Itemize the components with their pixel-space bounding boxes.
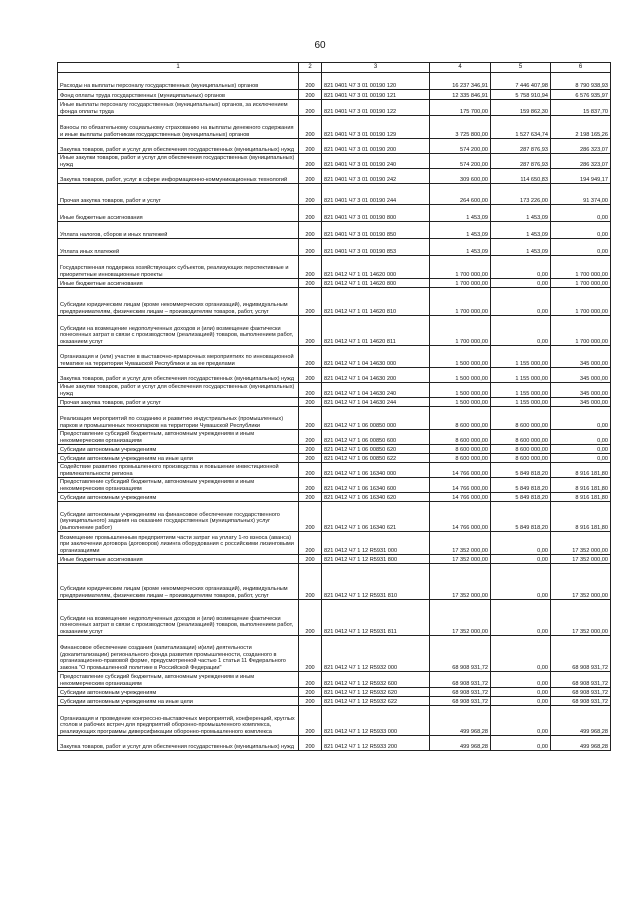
- table-row: [58, 706, 611, 736]
- executed-amount-cell: 0,00: [491, 288, 551, 316]
- executed-amount-cell: 1 155 000,00: [491, 368, 551, 383]
- approved-amount-cell: 1 700 000,00: [430, 288, 491, 316]
- expense-name-cell: Взносы по обязательному социальному страхованию на выплаты денежного содержания и иные выплаты работникам государственных (муниципальных) органов: [58, 116, 299, 139]
- expense-name-cell: Субсидии юридическим лицам (кроме некоммерческих организаций), индивидуальным предпринимателям, физическим лицам – производителям товаров, работ, услуг: [58, 564, 299, 600]
- executed-amount-cell: 0,00: [491, 688, 551, 697]
- table-row: [58, 493, 611, 502]
- table-row: [58, 116, 611, 139]
- expense-name-cell: Закупка товаров, работ и услуг для обеспечения государственных (муниципальных) нужд: [58, 736, 299, 751]
- line-code-cell: 200: [299, 205, 322, 222]
- budget-classification-code-cell: 821 0412 Ч7 1 06 16340 600: [322, 478, 430, 493]
- expense-name-cell: Субсидии автономным учреждениям: [58, 688, 299, 697]
- budget-classification-code-cell: 821 0412 Ч7 1 12 R5932 620: [322, 688, 430, 697]
- unexecuted-amount-cell: 8 916 181,80: [551, 463, 611, 478]
- executed-amount-cell: 1 453,09: [491, 205, 551, 222]
- approved-amount-cell: 309 600,00: [430, 169, 491, 184]
- executed-amount-cell: 8 600 000,00: [491, 445, 551, 454]
- executed-amount-cell: 1 527 634,74: [491, 116, 551, 139]
- expense-name-cell: Субсидии автономным учреждениям на финансовое обеспечение государственного (муниципального) задания на оказание государственных (муниципальных) услуг (выполнение работ): [58, 502, 299, 532]
- executed-amount-cell: 0,00: [491, 600, 551, 636]
- budget-classification-code-cell: 821 0412 Ч7 1 01 14620 811: [322, 316, 430, 346]
- budget-classification-code-cell: 821 0412 Ч7 1 06 00850 620: [322, 445, 430, 454]
- executed-amount-cell: 0,00: [491, 256, 551, 279]
- line-code-cell: 200: [299, 383, 322, 398]
- budget-classification-code-cell: 821 0412 Ч7 1 12 R5933 000: [322, 706, 430, 736]
- unexecuted-amount-cell: 17 352 000,00: [551, 600, 611, 636]
- executed-amount-cell: 114 650,83: [491, 169, 551, 184]
- table-row: [58, 600, 611, 636]
- approved-amount-cell: 17 352 000,00: [430, 532, 491, 555]
- expense-name-cell: Предоставление субсидий бюджетным, автономным учреждениям и иным некоммерческим организациям: [58, 478, 299, 493]
- executed-amount-cell: 0,00: [491, 555, 551, 564]
- approved-amount-cell: 1 500 000,00: [430, 346, 491, 368]
- table-row: [58, 532, 611, 555]
- expense-name-cell: Организация и (или) участие в выставочно-ярмарочных мероприятиях по инновационной тематике на территории Чувашской Республики и за ее пределами: [58, 346, 299, 368]
- line-code-cell: 200: [299, 736, 322, 751]
- line-code-cell: 200: [299, 636, 322, 672]
- table-row: [58, 205, 611, 222]
- expense-name-cell: Уплата иных платежей: [58, 239, 299, 256]
- approved-amount-cell: 14 766 000,00: [430, 478, 491, 493]
- approved-amount-cell: 17 352 000,00: [430, 600, 491, 636]
- unexecuted-amount-cell: 15 837,70: [551, 100, 611, 116]
- budget-classification-code-cell: 821 0401 Ч7 3 01 00190 240: [322, 154, 430, 169]
- budget-classification-code-cell: 821 0412 Ч7 1 04 14630 244: [322, 398, 430, 407]
- page-number: 60: [314, 40, 326, 51]
- expense-name-cell: Иные бюджетные ассигнования: [58, 555, 299, 564]
- expense-name-cell: Финансовое обеспечение создания (капитализации) и(или) деятельности (докапитализации) регионального фонда развития промышленности, созданного в организационно-правовой форме, предусмотренной частью 1 статьи 11 Федерального закона "О промышленной политике в Российской Федерации": [58, 636, 299, 672]
- expense-name-cell: Реализация мероприятий по созданию и развитию индустриальных (промышленных) парков и промышленных технопарков на территории Чувашской Республики: [58, 407, 299, 430]
- executed-amount-cell: 0,00: [491, 706, 551, 736]
- line-code-cell: 200: [299, 100, 322, 116]
- executed-amount-cell: 5 849 818,20: [491, 463, 551, 478]
- expense-name-cell: Иные бюджетные ассигнования: [58, 279, 299, 288]
- unexecuted-amount-cell: 8 916 181,80: [551, 478, 611, 493]
- expense-name-cell: Прочая закупка товаров, работ и услуг: [58, 184, 299, 205]
- expense-name-cell: Иные выплаты персоналу государственных (муниципальных) органов, за исключением фонда оплаты труда: [58, 100, 299, 116]
- approved-amount-cell: 499 968,28: [430, 706, 491, 736]
- table-row: [58, 279, 611, 288]
- approved-amount-cell: 12 335 846,91: [430, 90, 491, 100]
- unexecuted-amount-cell: 345 000,00: [551, 398, 611, 407]
- expense-name-cell: Иные закупки товаров, работ и услуг для обеспечения государственных (муниципальных) нужд: [58, 154, 299, 169]
- budget-classification-code-cell: 821 0412 Ч7 1 12 R5931 000: [322, 532, 430, 555]
- approved-amount-cell: 1 700 000,00: [430, 316, 491, 346]
- approved-amount-cell: 16 237 346,91: [430, 73, 491, 90]
- approved-amount-cell: 8 600 000,00: [430, 454, 491, 463]
- budget-classification-code-cell: 821 0412 Ч7 1 04 14630 240: [322, 383, 430, 398]
- unexecuted-amount-cell: 17 352 000,00: [551, 532, 611, 555]
- budget-classification-code-cell: 821 0412 Ч7 1 12 R5931 811: [322, 600, 430, 636]
- unexecuted-amount-cell: 0,00: [551, 205, 611, 222]
- expense-name-cell: Содействие развитию промышленного производства и повышение инвестиционной привлекательности региона: [58, 463, 299, 478]
- expense-name-cell: Субсидии автономным учреждениям: [58, 445, 299, 454]
- column-header-2: 2: [299, 63, 322, 73]
- unexecuted-amount-cell: 68 908 931,72: [551, 636, 611, 672]
- executed-amount-cell: 0,00: [491, 532, 551, 555]
- line-code-cell: 200: [299, 502, 322, 532]
- table-row: [58, 478, 611, 493]
- line-code-cell: 200: [299, 706, 322, 736]
- approved-amount-cell: 1 453,09: [430, 205, 491, 222]
- budget-classification-code-cell: 821 0401 Ч7 3 01 00190 129: [322, 116, 430, 139]
- approved-amount-cell: 68 908 931,72: [430, 688, 491, 697]
- line-code-cell: 200: [299, 90, 322, 100]
- budget-classification-code-cell: 821 0401 Ч7 3 01 00190 853: [322, 239, 430, 256]
- table-row: [58, 736, 611, 751]
- approved-amount-cell: 68 908 931,72: [430, 672, 491, 688]
- budget-classification-code-cell: 821 0412 Ч7 1 12 R5932 622: [322, 697, 430, 706]
- unexecuted-amount-cell: 8 916 181,80: [551, 502, 611, 532]
- line-code-cell: 200: [299, 154, 322, 169]
- executed-amount-cell: 1 155 000,00: [491, 383, 551, 398]
- approved-amount-cell: 8 600 000,00: [430, 430, 491, 445]
- approved-amount-cell: 14 766 000,00: [430, 493, 491, 502]
- budget-classification-code-cell: 821 0401 Ч7 3 01 00190 122: [322, 100, 430, 116]
- approved-amount-cell: 175 700,00: [430, 100, 491, 116]
- table-row: [58, 502, 611, 532]
- approved-amount-cell: 1 700 000,00: [430, 279, 491, 288]
- budget-classification-code-cell: 821 0412 Ч7 1 04 14630 000: [322, 346, 430, 368]
- column-header-4: 4: [430, 63, 491, 73]
- expense-name-cell: Субсидии юридическим лицам (кроме некоммерческих организаций), индивидуальным предпринимателям, физическим лицам – производителям товаров, работ, услуг: [58, 288, 299, 316]
- budget-classification-code-cell: 821 0412 Ч7 1 06 00850 600: [322, 430, 430, 445]
- unexecuted-amount-cell: 91 374,00: [551, 184, 611, 205]
- budget-classification-code-cell: 821 0401 Ч7 3 01 00190 850: [322, 222, 430, 239]
- unexecuted-amount-cell: 0,00: [551, 239, 611, 256]
- table-row: [58, 222, 611, 239]
- unexecuted-amount-cell: 286 323,07: [551, 154, 611, 169]
- budget-classification-code-cell: 821 0401 Ч7 3 01 00190 242: [322, 169, 430, 184]
- table-row: [58, 256, 611, 279]
- unexecuted-amount-cell: 1 700 000,00: [551, 316, 611, 346]
- expense-name-cell: Расходы на выплаты персоналу государственных (муниципальных) органов: [58, 73, 299, 90]
- approved-amount-cell: 1 700 000,00: [430, 256, 491, 279]
- line-code-cell: 200: [299, 279, 322, 288]
- expense-name-cell: Фонд оплаты труда государственных (муниципальных) органов: [58, 90, 299, 100]
- line-code-cell: 200: [299, 688, 322, 697]
- table-row: [58, 316, 611, 346]
- executed-amount-cell: 5 849 818,20: [491, 502, 551, 532]
- line-code-cell: 200: [299, 139, 322, 154]
- line-code-cell: 200: [299, 398, 322, 407]
- line-code-cell: 200: [299, 555, 322, 564]
- line-code-cell: 200: [299, 346, 322, 368]
- executed-amount-cell: 173 226,00: [491, 184, 551, 205]
- expense-name-cell: Иные закупки товаров, работ и услуг для обеспечения государственных (муниципальных) нужд: [58, 383, 299, 398]
- line-code-cell: 200: [299, 493, 322, 502]
- budget-classification-code-cell: 821 0412 Ч7 1 06 00850 622: [322, 454, 430, 463]
- unexecuted-amount-cell: 17 352 000,00: [551, 564, 611, 600]
- budget-classification-code-cell: 821 0401 Ч7 3 01 00190 244: [322, 184, 430, 205]
- table-row: [58, 445, 611, 454]
- expense-name-cell: Предоставление субсидий бюджетным, автономным учреждениям и иным некоммерческим организациям: [58, 672, 299, 688]
- expense-name-cell: Предоставление субсидий бюджетным, автономным учреждениям и иным некоммерческим организациям: [58, 430, 299, 445]
- unexecuted-amount-cell: 194 949,17: [551, 169, 611, 184]
- line-code-cell: 200: [299, 256, 322, 279]
- budget-classification-code-cell: 821 0412 Ч7 1 12 R5931 810: [322, 564, 430, 600]
- column-header-1: 1: [58, 63, 299, 73]
- unexecuted-amount-cell: 68 908 931,72: [551, 672, 611, 688]
- approved-amount-cell: 574 200,00: [430, 139, 491, 154]
- line-code-cell: 200: [299, 407, 322, 430]
- budget-classification-code-cell: 821 0401 Ч7 3 01 00190 121: [322, 90, 430, 100]
- table-row: [58, 184, 611, 205]
- executed-amount-cell: 0,00: [491, 279, 551, 288]
- table-row: [58, 346, 611, 368]
- budget-classification-code-cell: 821 0401 Ч7 3 01 00190 800: [322, 205, 430, 222]
- table-row: [58, 636, 611, 672]
- approved-amount-cell: 14 766 000,00: [430, 463, 491, 478]
- expense-name-cell: Субсидии автономным учреждениям на иные цели: [58, 454, 299, 463]
- unexecuted-amount-cell: 2 198 165,26: [551, 116, 611, 139]
- expense-name-cell: Субсидии автономным учреждениям: [58, 493, 299, 502]
- approved-amount-cell: 499 968,28: [430, 736, 491, 751]
- line-code-cell: 200: [299, 478, 322, 493]
- approved-amount-cell: 1 453,09: [430, 222, 491, 239]
- line-code-cell: 200: [299, 184, 322, 205]
- expense-name-cell: Субсидии на возмещение недополученных доходов и (или) возмещение фактически понесенных затрат в связи с производством (реализацией) товаров, выполнением работ, оказанием услуг: [58, 600, 299, 636]
- line-code-cell: 200: [299, 445, 322, 454]
- budget-classification-code-cell: 821 0412 Ч7 1 12 R5932 000: [322, 636, 430, 672]
- column-number-header-row: [58, 63, 611, 73]
- table-row: [58, 368, 611, 383]
- unexecuted-amount-cell: 0,00: [551, 407, 611, 430]
- table-row: [58, 398, 611, 407]
- executed-amount-cell: 1 155 000,00: [491, 398, 551, 407]
- table-row: [58, 154, 611, 169]
- approved-amount-cell: 1 500 000,00: [430, 383, 491, 398]
- expense-name-cell: Уплата налогов, сборов и иных платежей: [58, 222, 299, 239]
- budget-classification-code-cell: 821 0401 Ч7 3 01 00190 200: [322, 139, 430, 154]
- expense-name-cell: Возмещение промышленным предприятиям части затрат на уплату 1-го взноса (аванса) при заключении договора (договоров) лизинга оборудования с российскими лизинговыми организациями: [58, 532, 299, 555]
- budget-classification-code-cell: 821 0412 Ч7 1 06 00850 000: [322, 407, 430, 430]
- line-code-cell: 200: [299, 239, 322, 256]
- table-row: [58, 100, 611, 116]
- unexecuted-amount-cell: 0,00: [551, 430, 611, 445]
- approved-amount-cell: 68 908 931,72: [430, 697, 491, 706]
- unexecuted-amount-cell: 499 968,28: [551, 736, 611, 751]
- table-row: [58, 90, 611, 100]
- table-row: [58, 239, 611, 256]
- approved-amount-cell: 8 600 000,00: [430, 445, 491, 454]
- approved-amount-cell: 17 352 000,00: [430, 555, 491, 564]
- approved-amount-cell: 68 908 931,72: [430, 636, 491, 672]
- line-code-cell: 200: [299, 532, 322, 555]
- column-header-6: 6: [551, 63, 611, 73]
- executed-amount-cell: 159 862,30: [491, 100, 551, 116]
- executed-amount-cell: 7 446 407,98: [491, 73, 551, 90]
- budget-classification-code-cell: 821 0412 Ч7 1 06 16340 621: [322, 502, 430, 532]
- executed-amount-cell: 0,00: [491, 564, 551, 600]
- approved-amount-cell: 1 453,09: [430, 239, 491, 256]
- expense-name-cell: Закупка товаров, работ и услуг для обеспечения государственных (муниципальных) нужд: [58, 368, 299, 383]
- line-code-cell: 200: [299, 73, 322, 90]
- unexecuted-amount-cell: 1 700 000,00: [551, 256, 611, 279]
- line-code-cell: 200: [299, 316, 322, 346]
- unexecuted-amount-cell: 0,00: [551, 445, 611, 454]
- line-code-cell: 200: [299, 697, 322, 706]
- executed-amount-cell: 287 876,93: [491, 154, 551, 169]
- executed-amount-cell: 8 600 000,00: [491, 430, 551, 445]
- unexecuted-amount-cell: 8 790 938,93: [551, 73, 611, 90]
- budget-classification-code-cell: 821 0412 Ч7 1 01 14620 800: [322, 279, 430, 288]
- table-body: [58, 73, 611, 751]
- line-code-cell: 200: [299, 222, 322, 239]
- unexecuted-amount-cell: 17 352 000,00: [551, 555, 611, 564]
- unexecuted-amount-cell: 345 000,00: [551, 346, 611, 368]
- approved-amount-cell: 1 500 000,00: [430, 398, 491, 407]
- approved-amount-cell: 264 600,00: [430, 184, 491, 205]
- column-header-3: 3: [322, 63, 430, 73]
- expense-name-cell: Иные бюджетные ассигнования: [58, 205, 299, 222]
- approved-amount-cell: 14 766 000,00: [430, 502, 491, 532]
- table-row: [58, 555, 611, 564]
- budget-classification-code-cell: 821 0412 Ч7 1 06 16340 620: [322, 493, 430, 502]
- approved-amount-cell: 8 600 000,00: [430, 407, 491, 430]
- unexecuted-amount-cell: 1 700 000,00: [551, 279, 611, 288]
- budget-classification-code-cell: 821 0412 Ч7 1 06 16340 000: [322, 463, 430, 478]
- executed-amount-cell: 0,00: [491, 697, 551, 706]
- expense-name-cell: Прочая закупка товаров, работ и услуг: [58, 398, 299, 407]
- table-row: [58, 672, 611, 688]
- unexecuted-amount-cell: 0,00: [551, 222, 611, 239]
- line-code-cell: 200: [299, 600, 322, 636]
- line-code-cell: 200: [299, 368, 322, 383]
- table-row: [58, 288, 611, 316]
- unexecuted-amount-cell: 0,00: [551, 454, 611, 463]
- unexecuted-amount-cell: 6 576 935,97: [551, 90, 611, 100]
- line-code-cell: 200: [299, 463, 322, 478]
- budget-classification-code-cell: 821 0412 Ч7 1 12 R5933 200: [322, 736, 430, 751]
- line-code-cell: 200: [299, 430, 322, 445]
- approved-amount-cell: 574 200,00: [430, 154, 491, 169]
- budget-classification-code-cell: 821 0412 Ч7 1 04 14630 200: [322, 368, 430, 383]
- line-code-cell: 200: [299, 288, 322, 316]
- table-row: [58, 697, 611, 706]
- table-row: [58, 463, 611, 478]
- expense-name-cell: Организация и проведение конгрессно-выставочных мероприятий, конференций, круглых столов и рабочих встреч для предприятий оборонно-промышленного комплекса, реализующих программы диверсификации оборонно-промышленного комплекса: [58, 706, 299, 736]
- approved-amount-cell: 1 500 000,00: [430, 368, 491, 383]
- table-row: [58, 383, 611, 398]
- executed-amount-cell: 5 849 818,20: [491, 493, 551, 502]
- executed-amount-cell: 1 453,09: [491, 222, 551, 239]
- line-code-cell: 200: [299, 116, 322, 139]
- table-row: [58, 407, 611, 430]
- table-row: [58, 564, 611, 600]
- executed-amount-cell: 5 849 818,20: [491, 478, 551, 493]
- approved-amount-cell: 3 725 800,00: [430, 116, 491, 139]
- budget-classification-code-cell: 821 0412 Ч7 1 12 R5931 800: [322, 555, 430, 564]
- line-code-cell: 200: [299, 169, 322, 184]
- executed-amount-cell: 287 876,93: [491, 139, 551, 154]
- executed-amount-cell: 8 600 000,00: [491, 454, 551, 463]
- table-row: [58, 169, 611, 184]
- budget-execution-table: [57, 62, 611, 751]
- unexecuted-amount-cell: 68 908 931,72: [551, 688, 611, 697]
- executed-amount-cell: 5 758 910,94: [491, 90, 551, 100]
- line-code-cell: 200: [299, 454, 322, 463]
- executed-amount-cell: 0,00: [491, 316, 551, 346]
- unexecuted-amount-cell: 345 000,00: [551, 383, 611, 398]
- executed-amount-cell: 8 600 000,00: [491, 407, 551, 430]
- budget-classification-code-cell: 821 0412 Ч7 1 01 14620 810: [322, 288, 430, 316]
- line-code-cell: 200: [299, 672, 322, 688]
- unexecuted-amount-cell: 68 908 931,72: [551, 697, 611, 706]
- table-row: [58, 454, 611, 463]
- table-row: [58, 139, 611, 154]
- line-code-cell: 200: [299, 564, 322, 600]
- table-row: [58, 688, 611, 697]
- budget-classification-code-cell: 821 0412 Ч7 1 12 R5932 600: [322, 672, 430, 688]
- expense-name-cell: Закупка товаров, работ и услуг для обеспечения государственных (муниципальных) нужд: [58, 139, 299, 154]
- unexecuted-amount-cell: 345 000,00: [551, 368, 611, 383]
- executed-amount-cell: 1 453,09: [491, 239, 551, 256]
- expense-name-cell: Субсидии на возмещение недополученных доходов и (или) возмещение фактически понесенных затрат в связи с производством (реализацией) товаров, выполнением работ, оказанием услуг: [58, 316, 299, 346]
- expense-name-cell: Закупка товаров, работ, услуг в сфере информационно-коммуникационных технологий: [58, 169, 299, 184]
- executed-amount-cell: 0,00: [491, 736, 551, 751]
- executed-amount-cell: 0,00: [491, 636, 551, 672]
- budget-classification-code-cell: 821 0401 Ч7 3 01 00190 120: [322, 73, 430, 90]
- expense-name-cell: Субсидии автономным учреждениям на иные цели: [58, 697, 299, 706]
- unexecuted-amount-cell: 8 916 181,80: [551, 493, 611, 502]
- executed-amount-cell: 1 155 000,00: [491, 346, 551, 368]
- table-row: [58, 430, 611, 445]
- budget-classification-code-cell: 821 0412 Ч7 1 01 14620 000: [322, 256, 430, 279]
- approved-amount-cell: 17 352 000,00: [430, 564, 491, 600]
- table-row: [58, 73, 611, 90]
- unexecuted-amount-cell: 499 968,28: [551, 706, 611, 736]
- unexecuted-amount-cell: 1 700 000,00: [551, 288, 611, 316]
- column-header-5: 5: [491, 63, 551, 73]
- expense-name-cell: Государственная поддержка хозяйствующих субъектов, реализующих перспективные и приоритетные инновационные проекты: [58, 256, 299, 279]
- unexecuted-amount-cell: 286 323,07: [551, 139, 611, 154]
- executed-amount-cell: 0,00: [491, 672, 551, 688]
